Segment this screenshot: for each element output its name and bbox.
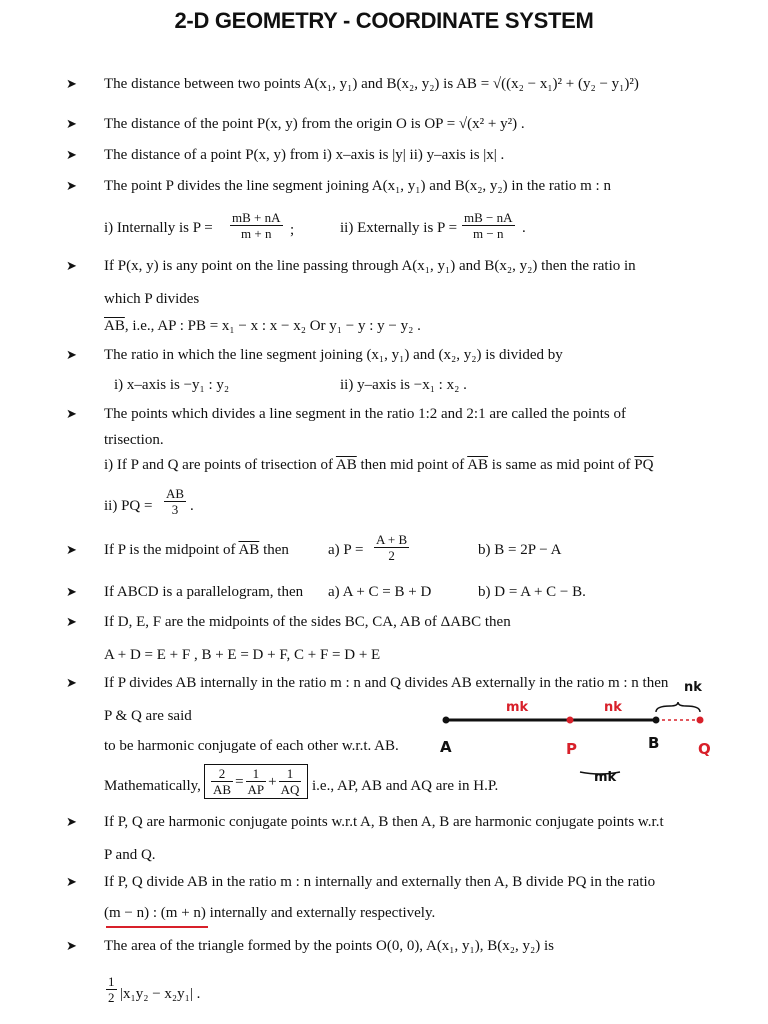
point-q-dot — [697, 717, 704, 724]
label-a: A — [440, 738, 452, 756]
bullet-arrow-icon: ➤ — [66, 147, 77, 162]
label-p: P — [566, 740, 577, 758]
bullet-arrow-icon: ➤ — [66, 76, 77, 91]
bullet-arrow-icon: ➤ — [66, 347, 77, 362]
bullet-arrow-icon: ➤ — [66, 874, 77, 889]
bullet-arrow-icon: ➤ — [66, 614, 77, 629]
bullet-arrow-icon: ➤ — [66, 938, 77, 953]
label-mk-bottom: mk — [594, 770, 617, 785]
bullet-arrow-icon: ➤ — [66, 116, 77, 131]
page-title: 2-D GEOMETRY - COORDINATE SYSTEM — [174, 8, 594, 33]
point-p-dot — [567, 717, 574, 724]
formula-internal-external: i) Internally is P = $\frac{mB + nA}{m + n}$ ; ii) Externally is P = $\frac{mB - nA}{m - n}$ . — [104, 210, 526, 241]
bullet-arrow-icon: ➤ — [66, 258, 77, 273]
formula-harmonic-mean: Mathematically, $\frac{2}{AB}$ = $\frac{1}{AP}$ + $\frac{1}{AQ}$ i.e., AP, AB and AQ are in H.P. — [104, 766, 499, 797]
bullet-arrow-icon: ➤ — [66, 584, 77, 599]
formula-triangle-area: $\frac{1}{2}$ |x₁y₂ − x₂y₁| . — [108, 974, 201, 1005]
boxed-formula: $\frac{2}{AB}$ = $\frac{1}{AP}$ + $\frac{1}{AQ}$ — [204, 764, 308, 799]
label-mk: mk — [506, 700, 529, 715]
red-underline — [106, 926, 208, 928]
bullet-arrow-icon: ➤ — [66, 675, 77, 690]
label-nk-top: nk — [684, 680, 702, 695]
bullet-arrow-icon: ➤ — [66, 406, 77, 421]
bullet-arrow-icon: ➤ — [66, 178, 77, 193]
label-nk: nk — [604, 700, 622, 715]
bullet-arrow-icon: ➤ — [66, 542, 77, 557]
point-a-dot — [443, 717, 450, 724]
point-b-dot — [653, 717, 660, 724]
label-q: Q — [698, 740, 711, 758]
bullet-arrow-icon: ➤ — [66, 814, 77, 829]
label-b: B — [648, 734, 660, 752]
section-midpoint: ➤ If P is the midpoint of $\overline{AB}$ then a) P = $\frac{A + B}{2}$ b) B = 2P − A — [66, 532, 562, 563]
brace-nk — [656, 702, 700, 712]
